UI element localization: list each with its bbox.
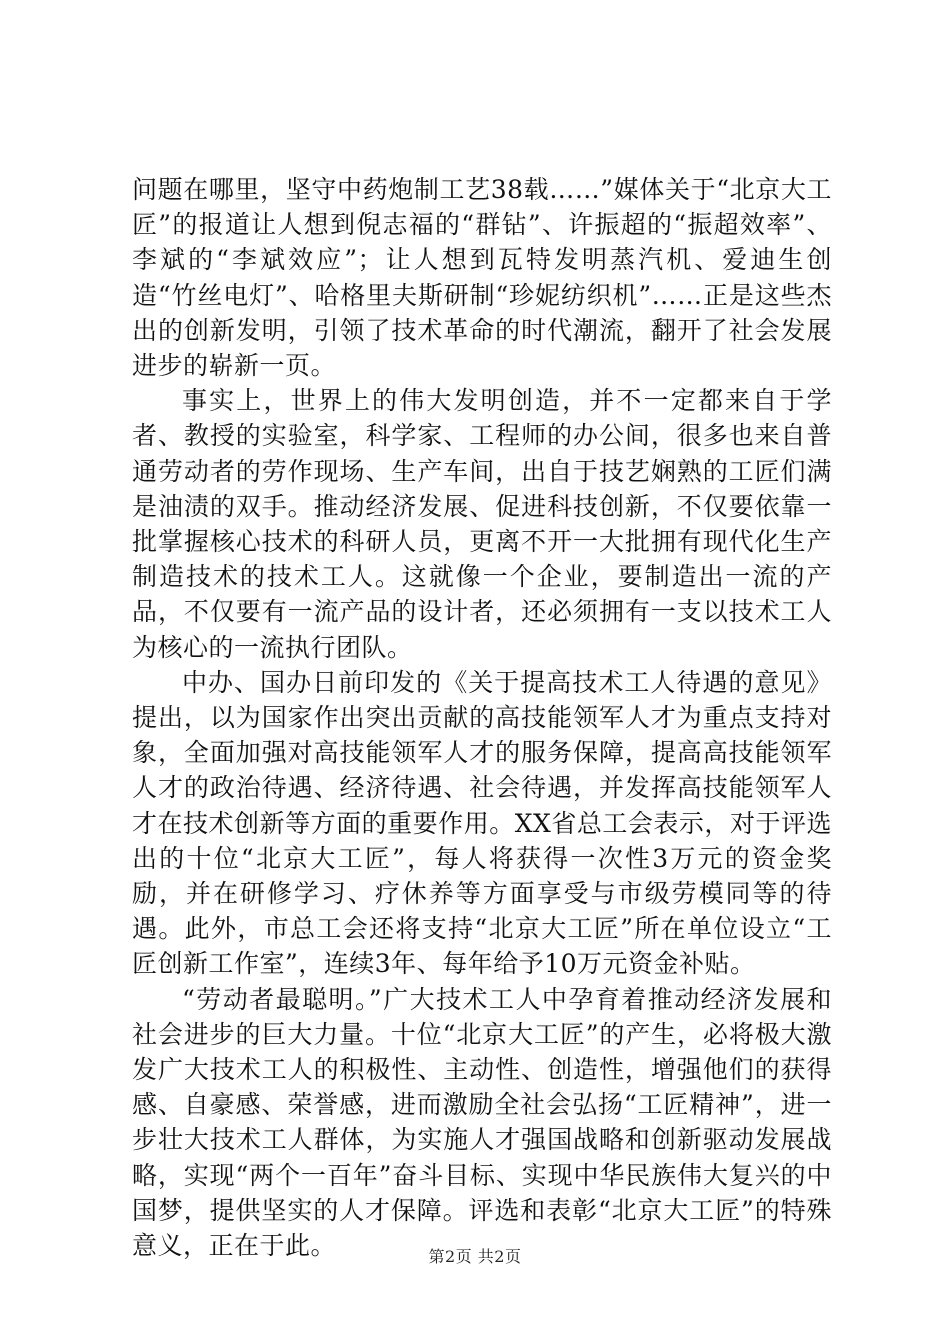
page-footer <box>0 1244 950 1267</box>
paragraph-1: 问题在哪里，坚守中药炮制工艺38载……”媒体关于“北京大工匠”的报道让人想到倪志福的“群钻”、许振超的“振超效率”、李斌的“李斌效应”；让人想到瓦特发明蒸汽机、爱迪生创造“竹丝电灯”、哈格里夫斯研制“珍妮纺织机”……正是这些杰出的创新发明，引领了技术革命的时代潮流，翻开了社会发展进步的崭新一页。 <box>132 175 832 381</box>
paragraph-4: “劳动者最聪明。”广大技术工人中孕育着推动经济发展和社会进步的巨大力量。十位“北京大工匠”的产生，必将极大激发广大技术工人的积极性、主动性、创造性，增强他们的获得感、自豪感、荣誉感，进而激励全社会弘扬“工匠精神”，进一步壮大技术工人群体，为实施人才强国战略和创新驱动发展战略，实现“两个一百年”奋斗目标、实现中华民族伟大复兴的中国梦，提供坚实的人才保障。评选和表彰“北京大工匠”的特殊意义，正在于此。 <box>132 984 832 1261</box>
paragraph-3: 中办、国办日前印发的《关于提高技术工人待遇的意见》提出，以为国家作出突出贡献的高技能领军人才为重点支持对象，全面加强对高技能领军人才的服务保障，提高高技能领军人才的政治待遇、经济待遇、社会待遇，并发挥高技能领军人才在技术创新等方面的重要作用。XX省总工会表示，对于评选出的十位“北京大工匠”，每人将获得一次性3万元的资金奖励，并在研修学习、疗休养等方面享受与市级劳模同等的待遇。此外，市总工会还将支持“北京大工匠”所在单位设立“工匠创新工作室”，连续3年、每年给予10万元资金补贴。 <box>132 667 832 979</box>
paragraph-2: 事实上，世界上的伟大发明创造，并不一定都来自于学者、教授的实验室，科学家、工程师的办公间，很多也来自普通劳动者的劳作现场、生产车间，出自于技艺娴熟的工匠们满是油渍的双手。推动经济发展、促进科技创新，不仅要依靠一批掌握核心技术的科研人员，更离不开一大批拥有现代化生产制造技术的技术工人。这就像一个企业，要制造出一流的产品，不仅要有一流产品的设计者，还必须拥有一支以技术工人为核心的一流执行团队。 <box>132 386 832 662</box>
document-body <box>132 172 832 1263</box>
page-number-label: 第2页 共2页 <box>428 1247 522 1266</box>
